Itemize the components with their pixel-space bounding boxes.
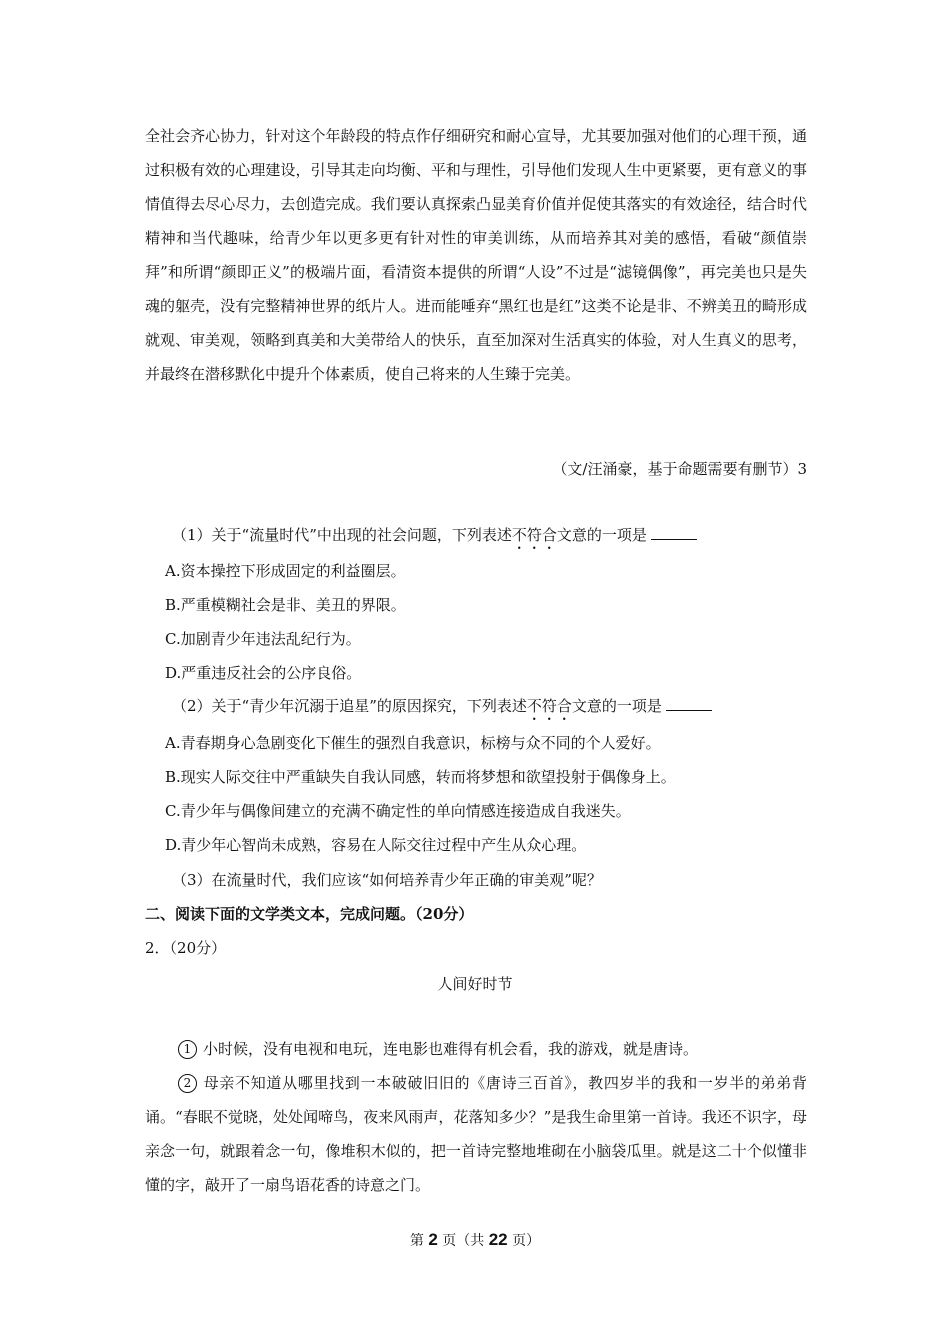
story-paragraph-1-text: 小时候，没有电视和电玩，连电影也难得有机会看，我的游戏，就是唐诗。 [203, 1040, 699, 1058]
question-2-stem-text: （2）关于“青少年沉溺于追星”的原因探究，下列表述 [172, 697, 527, 715]
question-2-stem [172, 695, 712, 724]
question-1-emphasis: 不符合 [511, 526, 557, 544]
answer-blank [666, 696, 712, 711]
q2-option-a: A.青春期身心急剧变化下催生的强烈自我意识，标榜与众不同的个人爱好。 [165, 734, 661, 752]
story-paragraph-2-text: 母亲不知道从哪里找到一本破破旧旧的《唐诗三百首》，教四岁半的我和一岁半的弟弟背诵。“春眠不觉晓，处处闻啼鸟，夜来风雨声，花落知多少？”是我生命里第一首诗。我还不识字，母亲念一句，就跟着念一句，像堆积木似的，把一首诗完整地堆砌在小脑袋瓜里。就是这二十个似懂非懂的字，敲开了一扇鸟语花香的诗意之门。 [145, 1074, 807, 1194]
page-footer [0, 1230, 950, 1251]
question-2-stem-end: 文意的一项是 [571, 697, 662, 715]
question-3-stem: （3）在流量时代，我们应该“如何培养青少年正确的审美观”呢？ [172, 871, 602, 889]
passage-source: （文/汪涌豪，基于命题需要有删节）3 [552, 460, 807, 478]
story-paragraph-2 [145, 1066, 807, 1202]
q1-option-d: D.严重违反社会的公序良俗。 [165, 664, 362, 682]
question-1-stem [172, 524, 697, 553]
story-title: 人间好时节 [437, 975, 513, 993]
footer-prefix: 第 [409, 1233, 429, 1249]
passage-paragraph: 全社会齐心协力，针对这个年龄段的特点作仔细研究和耐心宣导，尤其要加强对他们的心理干预，通过积极有效的心理建设，引导其走向均衡、平和与理性，引导他们发现人生中更紧要，更有意义的事情值得去尽心尽力，去创造完成。我们要认真探索凸显美育价值并促使其落实的有效途径，结合时代精神和当代趣味，给青少年以更多更有针对性的审美训练，从而培养其对美的感悟，看破“颜值崇拜”和所谓“颜即正义”的极端片面，看清资本提供的所谓“人设”不过是“滤镜偶像”，再完美也只是失魂的躯壳，没有完整精神世界的纸片人。进而能唾弃“黑红也是红”这类不论是非、不辨美丑的畸形成就观、审美观，领略到真美和大美带给人的快乐，直至加深对生活真实的体验，对人生真义的思考，并最终在潜移默化中提升个体素质，使自己将来的人生臻于完美。 [145, 127, 807, 383]
q2-option-b: B.现实人际交往中严重缺失自我认同感，转而将梦想和欲望投射于偶像身上。 [165, 768, 676, 786]
q2-option-d: D.青少年心智尚未成熟，容易在人际交往过程中产生从众心理。 [165, 836, 587, 854]
question-1-stem-text: （1）关于“流量时代”中出现的社会问题，下列表述 [172, 526, 512, 544]
item-2-label: 2．（20分） [145, 939, 227, 957]
footer-suffix: 页） [507, 1233, 541, 1249]
q1-option-b: B.严重模糊社会是非、美丑的界限。 [165, 596, 406, 614]
q1-option-c: C.加剧青少年违法乱纪行为。 [165, 630, 361, 648]
total-pages: 22 [488, 1230, 508, 1249]
q1-option-a: A.资本操控下形成固定的利益圈层。 [165, 562, 406, 580]
story-paragraph-1 [178, 1038, 698, 1060]
question-2-emphasis: 不符合 [526, 697, 572, 715]
q2-option-c: C.青少年与偶像间建立的充满不确定性的单向情感连接造成自我迷失。 [165, 802, 631, 820]
section-2-heading: 二、阅读下面的文学类文本，完成问题。（20分） [145, 905, 474, 923]
page-number: 2 [428, 1230, 438, 1249]
paragraph-number: 2 [178, 1074, 197, 1093]
footer-mid: 页（共 [437, 1233, 489, 1249]
answer-blank [651, 525, 697, 540]
paragraph-number: 1 [178, 1040, 197, 1059]
question-1-stem-end: 文意的一项是 [556, 526, 647, 544]
